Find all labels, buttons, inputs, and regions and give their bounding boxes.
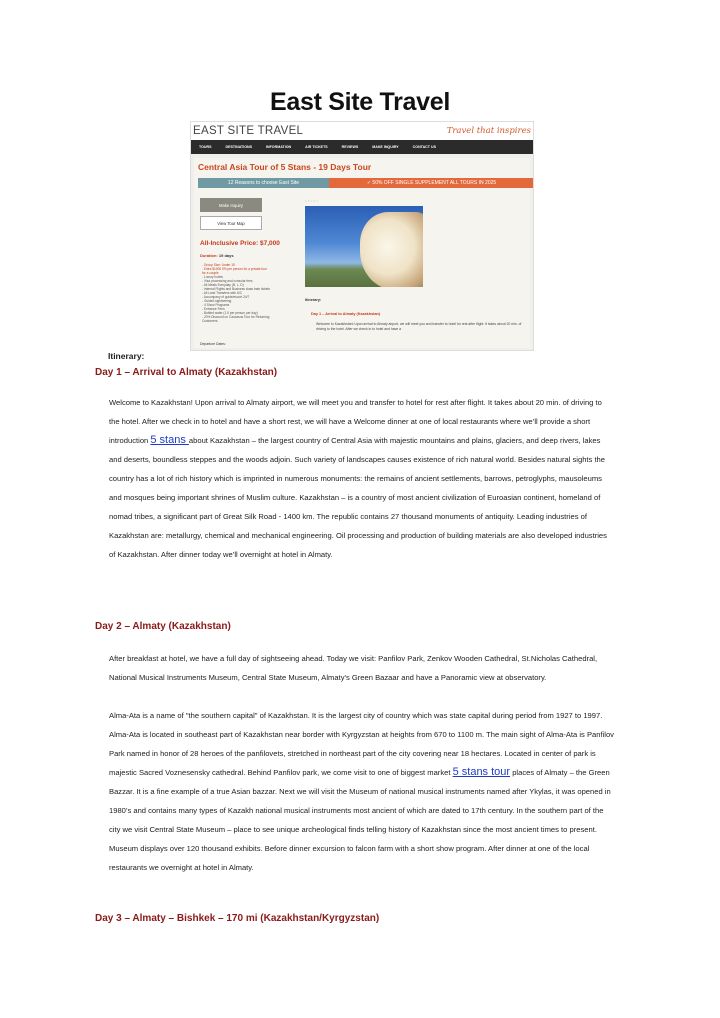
duration-value: 19 days [218, 253, 234, 258]
nav-item-air-tickets: AIR TICKETS [305, 145, 328, 149]
duration-label: Duration: [200, 253, 218, 258]
day1-heading-small: Day 1 – Arrival to Almaty (Kazakhstan) [311, 312, 381, 316]
nav-item-make-inquiry: MAKE INQUIRY [372, 145, 399, 149]
feature-item: - Extra $1000 0% per person for a private tour [202, 267, 267, 271]
price-value: $7,000 [259, 240, 280, 247]
day1-text-b: about Kazakhstan – the largest country of Central Asia with majestic mountains and plains, glaciers, and deep rivers, lakes and deserts, boundless steppes and the woods adjoin. Such variety of landscapes causes existence of rich natural world. Besides natural sights the country has a lot of rich history which is imprinted in numerous monuments: the remains of ancient settlements, barrows, petroglyphs, mausoleums and mosques being important shrines of Muslim culture. Kazakhstan – is a country of most ancient civilization of Euroasian continent, homeland of nomad tribes, a significant part of Great Silk Road - 1400 km. The republic contains 27 thousand monuments of antiquity. Leading industries of Kazakhstan are: metallurgy, chemical and mechanical engineering. Oil processing and production of building materials are also developed industries of Kazakhstan. After dinner today we’ll overnight at hotel in Almaty. [109, 436, 607, 559]
feature-item: - Guided sightseeing [202, 299, 232, 303]
promo-bar [198, 178, 534, 188]
document-title: East Site Travel [269, 88, 451, 116]
feature-list [202, 263, 270, 323]
tour-sidebar [198, 192, 301, 348]
nav-item-destinations: DESTINATIONS [225, 145, 253, 149]
day2-paragraph-2 [109, 706, 614, 877]
tour-title: Central Asia Tour of 5 Stans - 19 Days Tour [198, 162, 372, 172]
price-line [200, 240, 280, 247]
feature-item: - All Meals Everyday (B, L, D) [202, 283, 244, 287]
itinerary-label: Itinerary: [108, 351, 145, 361]
view-tour-map-button: View Tour Map [200, 216, 262, 230]
feature-item: - Luxury hotels [202, 275, 223, 279]
departure-dates-label: Departure Dates: [200, 342, 226, 346]
feature-item: - Entrance Fees [202, 307, 225, 311]
nav-item-contact-us: CONTACT US [412, 145, 436, 149]
price-label: All-Inclusive Price: [200, 240, 259, 247]
nav-item-reviews: REVIEWS [341, 145, 359, 149]
5-stans-tour-link[interactable]: 5 stans tour [452, 766, 511, 778]
site-header [191, 122, 533, 140]
welcome-text-small: Welcome to Kazakhstan! Upon arrival to Almaty airport, we will meet you and transfer to hotel for rest after flight. It takes about 20 min. of driving to the hotel. After we check in to hotel and have a [316, 322, 522, 331]
feature-item: - Visa processing and consular fees [202, 279, 253, 283]
day2-text-a: Alma-Ata is a name of "the southern capital" of Kazakhstan. It is the largest city of country which was state capital during period from 1927 to 1997. Alma-Ata is located in southeast part of Kazakhstan near border with Kyrgyzstan at heights from 670 to 1100 m. The main sight of Alma-Ata is Panfilov Park named in honor of 28 heroes of the panfilovets, stretched in northeast part of the city covering near 18 hectares. Located in center of park is majestic Sacred Voznesensky cathedral. Behind Panfilov park, we come visit to one of biggest market [109, 711, 614, 777]
reasons-banner: 12 Reasons to choose East Site [198, 178, 329, 188]
day3-heading: Day 3 – Almaty – Bishkek – 170 mi (Kazakhstan/Kyrgyzstan) [95, 913, 380, 924]
travertine-photo [305, 206, 423, 287]
feature-item: - Bottled water (1.5 per person per day) [202, 311, 258, 315]
make-inquiry-button: Make Inquiry [200, 198, 262, 212]
feature-item: for a couple [202, 271, 219, 275]
day1-paragraph [109, 393, 614, 564]
gallery-dots: ○ ○ ○ ○ ○ [305, 199, 319, 203]
feature-item: - Group Size: Under 15 [202, 263, 235, 267]
site-nav [191, 140, 533, 154]
feature-item: - 20% Discount on Caucasus Tour for Returning [202, 315, 270, 319]
tour-panel [194, 158, 530, 348]
day2-paragraph-1 [109, 649, 614, 687]
feature-item: - 4 Show Programs [202, 303, 230, 307]
duration-line [200, 253, 234, 258]
feature-item: - Accompany of guide/escort 24/7 [202, 295, 250, 299]
nav-item-information: INFORMATION [266, 145, 292, 149]
day2-text-b: places of Almaty – the Green Bazzar. It is a fine example of a true Asian bazzar. Next we will visit the Museum of national musical instruments named after Ykylas, it was opened in 1980’s and contains many types of Kazakh national musical instruments most ancient of which are dated to 17th century. In the southern part of the city we visit Central State Museum – place to see unique archeological finds telling history of Kazakhstan since the most ancient times to present. Museum displays over 120 thousand exhibits. Before dinner excursion to falcon farm with a short show program. After dinner at one of the local restaurants we overnight at hotel in Almaty. [109, 768, 611, 872]
day2-text-1: After breakfast at hotel, we have a full day of sightseeing ahead. Today we visit: Panfilov Park, Zenkov Wooden Cathedral, St.Nicholas Cathedral, National Musical Instruments Museum, Central State Museum, Almaty's Green Bazaar and have a Panoramic view at observatory. [109, 654, 598, 682]
day1-text-a: Welcome to Kazakhstan! Upon arrival to Almaty airport, we will meet you and transfer to hotel for rest after flight. It takes about 20 min. of driving to the hotel. After we check in to hotel and have a short rest, we will have a Welcome dinner at one of local restaurants where we’ll provide a short introduction [109, 398, 602, 445]
itinerary-label-small: Itinerary: [305, 298, 322, 302]
site-tagline: Travel that inspires [446, 126, 531, 136]
site-brand: EAST SITE TRAVEL [193, 125, 304, 137]
feature-item: Customers [202, 319, 218, 323]
rock-formation [360, 212, 423, 287]
feature-item: - All Land Transfers with A/C [202, 291, 243, 295]
5-stans-link[interactable]: 5 stans [150, 434, 189, 446]
day1-heading: Day 1 – Arrival to Almaty (Kazakhstan) [95, 367, 278, 378]
nav-item-tours: TOURS [199, 145, 212, 149]
website-screenshot [190, 121, 534, 351]
feature-item: - Internal Flights and Business class train tickets [202, 287, 271, 291]
day2-heading: Day 2 – Almaty (Kazakhstan) [95, 621, 231, 632]
discount-banner: ✓ 50% OFF SINGLE SUPPLEMENT ALL TOURS IN 2025 [329, 178, 534, 188]
